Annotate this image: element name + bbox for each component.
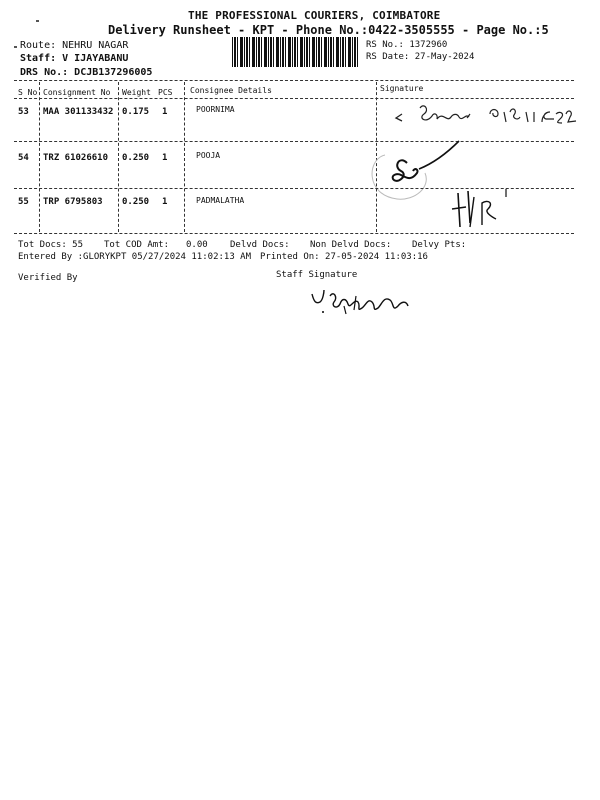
row-consignment: TRZ 61026610: [43, 153, 109, 163]
total-cod-label: Tot COD Amt:: [104, 240, 170, 250]
col-pcs-header: PCS: [158, 88, 173, 97]
table-bottom-rule: [14, 233, 574, 234]
barcode-image: [232, 37, 360, 67]
row-weight: 0.250: [122, 153, 150, 163]
verified-by-label: Verified By: [18, 273, 78, 283]
col-sep-3: [184, 82, 185, 232]
printed-on: Printed On: 27-05-2024 11:03:16: [260, 252, 428, 262]
row-sno: 55: [18, 197, 29, 207]
row-consignee: POORNIMA: [196, 105, 235, 114]
scan-speck: [36, 20, 39, 22]
delivered-docs: Delvd Docs:: [230, 240, 290, 250]
col-consignment-header: Consignment No: [43, 88, 111, 97]
rs-date: RS Date: 27-May-2024: [366, 52, 475, 62]
recipient-signature-3: [446, 185, 516, 233]
col-consignee-header: Consignee Details: [190, 86, 272, 95]
col-sep-2: [118, 82, 119, 232]
scan-speck: [14, 46, 17, 48]
row-sno: 54: [18, 153, 29, 163]
col-signature-header: Signature: [380, 84, 424, 93]
non-delivered-docs: Non Delvd Docs:: [310, 240, 392, 250]
row-sno: 53: [18, 107, 29, 117]
total-cod-value: 0.00: [186, 240, 208, 250]
table-top-rule: [14, 80, 574, 81]
staff-signature: [308, 282, 438, 322]
row-pcs: 1: [162, 107, 168, 117]
rs-number: RS No.: 1372960: [366, 40, 448, 50]
recipient-signature-1: [392, 100, 592, 132]
col-sep-1: [39, 82, 40, 232]
col-weight-header: Weight: [122, 88, 151, 97]
total-docs: Tot Docs: 55: [18, 240, 84, 250]
company-title: THE PROFESSIONAL COURIERS, COIMBATORE: [188, 9, 441, 22]
table-header-rule: [14, 98, 574, 99]
row-consignee: POOJA: [196, 151, 221, 160]
staff-signature-label: Staff Signature: [276, 270, 358, 280]
row-pcs: 1: [162, 197, 168, 207]
route-label: Route: NEHRU NAGAR: [20, 40, 129, 51]
row-weight: 0.175: [122, 107, 150, 117]
row-consignment: MAA 301133432: [43, 107, 114, 117]
row-weight: 0.250: [122, 197, 150, 207]
row-consignment: TRP 6795803: [43, 197, 103, 207]
row-consignee: PADMALATHA: [196, 196, 245, 205]
drs-number: DRS No.: DCJB137296005: [20, 67, 153, 78]
entered-by: Entered By :GLORYKPT 05/27/2024 11:02:13 AM: [18, 252, 251, 262]
delivery-points: Delvy Pts:: [412, 240, 467, 250]
row-pcs: 1: [162, 153, 168, 163]
staff-label: Staff: V IJAYABANU: [20, 53, 129, 64]
col-sno-header: S No: [18, 88, 38, 97]
runsheet-subtitle: Delivery Runsheet - KPT - Phone No.:0422-3505555 - Page No.:5: [108, 23, 549, 37]
